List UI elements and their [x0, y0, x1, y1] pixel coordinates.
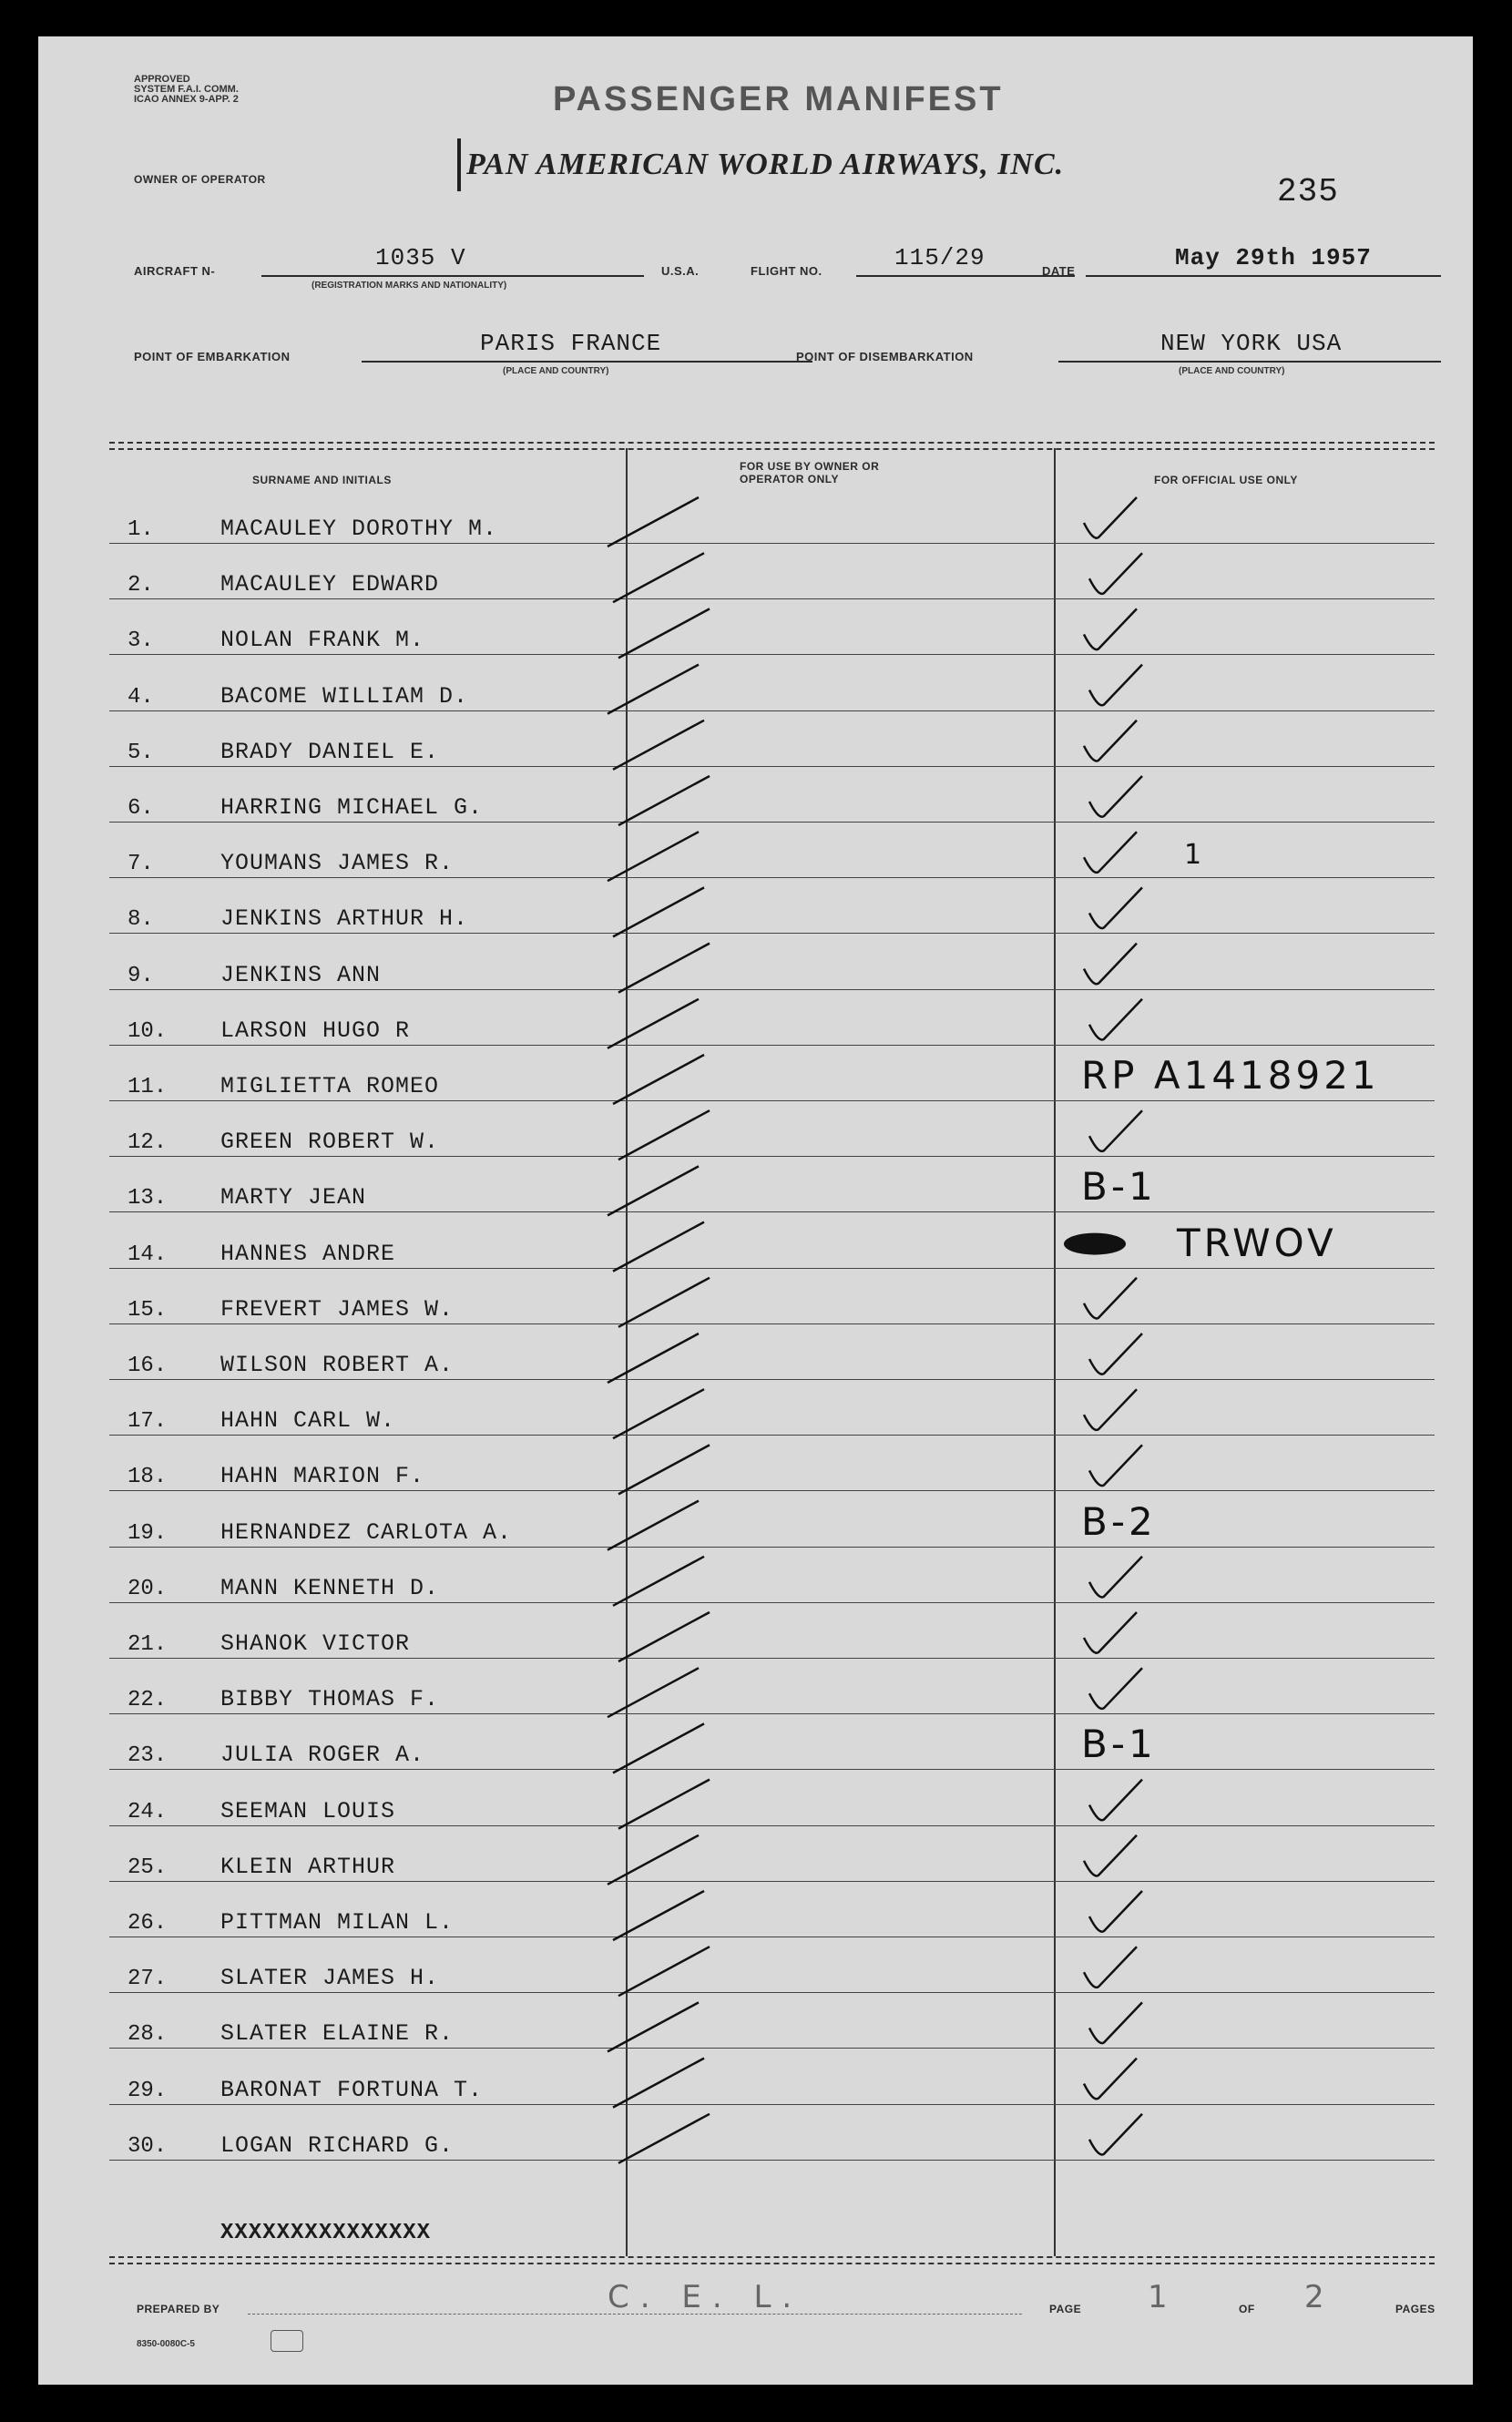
row-number: 16. — [128, 1354, 168, 1378]
owner-slash-mark — [613, 1389, 704, 1438]
row-number: 7. — [128, 852, 154, 877]
official-check-mark — [1089, 1445, 1142, 1486]
of-value: 2 — [1304, 2279, 1324, 2315]
official-check-mark — [1084, 1389, 1137, 1430]
row-number: 13. — [128, 1186, 168, 1211]
row-number: 23. — [128, 1743, 168, 1769]
row-number: 24. — [128, 1799, 168, 1824]
owner-slash-mark — [613, 553, 704, 602]
passenger-name: NOLAN FRANK M. — [220, 627, 425, 654]
official-check-mark — [1084, 1835, 1137, 1876]
row-number: 17. — [128, 1409, 168, 1435]
aircraft-value: 1035 V — [375, 244, 466, 271]
owner-slash-mark — [613, 720, 704, 770]
passenger-name: MACAULEY EDWARD — [220, 571, 440, 598]
page-number: 235 — [1277, 173, 1339, 210]
row-number: 21. — [128, 1632, 168, 1657]
passenger-name: HAHN MARION F. — [220, 1463, 425, 1490]
owner-slash-mark — [613, 1055, 704, 1104]
official-annotation: RP A1418921 — [1081, 1053, 1380, 1098]
official-check-mark — [1089, 1668, 1142, 1709]
passenger-name: BRADY DANIEL E. — [220, 738, 440, 765]
passenger-name: MIGLIETTA ROMEO — [220, 1073, 440, 1099]
pages-label: PAGES — [1395, 2303, 1435, 2315]
row-number: 1. — [128, 517, 154, 542]
owner-slash-mark — [608, 1835, 699, 1885]
owner-slash-mark — [613, 2059, 704, 2108]
row-number: 18. — [128, 1465, 168, 1490]
passenger-name: WILSON ROBERT A. — [220, 1352, 455, 1378]
passenger-name: LOGAN RICHARD G. — [220, 2131, 455, 2159]
official-check-mark — [1089, 1780, 1142, 1821]
passenger-name: BACOME WILLIAM D. — [220, 682, 469, 710]
row-number: 27. — [128, 1967, 168, 1992]
row-number: 9. — [128, 963, 154, 988]
usa-label: U.S.A. — [661, 264, 700, 278]
official-note-extra: 1 — [1184, 839, 1202, 872]
aircraft-label: AIRCRAFT N- — [134, 264, 216, 278]
passenger-name: SLATER ELAINE R. — [220, 2020, 455, 2048]
owner-slash-mark — [613, 1222, 704, 1272]
official-check-mark — [1084, 944, 1137, 985]
official-check-mark — [1084, 608, 1137, 649]
passenger-name: JULIA ROGER A. — [220, 1742, 425, 1769]
passenger-name: HARRING MICHAEL G. — [220, 794, 484, 821]
embark-label: POINT OF EMBARKATION — [134, 350, 291, 363]
official-check-mark — [1089, 776, 1142, 817]
approval-line-3: ICAO ANNEX 9-APP. 2 — [134, 94, 239, 105]
approval-line-1: APPROVED — [134, 74, 190, 85]
official-check-mark — [1084, 1947, 1137, 1988]
owner-slash-mark — [618, 608, 710, 658]
official-annotation: B-2 — [1081, 1498, 1157, 1544]
passenger-name: HANNES ANDRE — [220, 1240, 396, 1267]
row-number: 8. — [128, 907, 154, 933]
owner-slash-mark — [618, 1612, 710, 1661]
owner-slash-mark — [613, 1891, 704, 1940]
owner-slash-mark — [608, 1501, 699, 1550]
passenger-name: YOUMANS JAMES R. — [220, 850, 455, 877]
passenger-name: HAHN CARL W. — [220, 1407, 396, 1435]
passenger-name: SLATER JAMES H. — [220, 1965, 440, 1992]
official-check-mark — [1089, 1334, 1142, 1375]
col-header-owner: FOR USE BY OWNER OR OPERATOR ONLY — [740, 460, 880, 485]
owner-slash-mark — [608, 1668, 699, 1717]
official-check-mark — [1089, 1557, 1142, 1598]
official-check-mark — [1084, 1278, 1137, 1319]
ink-blot — [1064, 1233, 1126, 1255]
embark-sub: (PLACE AND COUNTRY) — [503, 366, 609, 376]
passenger-name: JENKINS ARTHUR H. — [220, 905, 469, 933]
row-number: 2. — [128, 573, 154, 598]
passenger-name: JENKINS ANN — [220, 961, 382, 988]
row-number: 22. — [128, 1688, 168, 1713]
row-number: 4. — [128, 684, 154, 710]
passenger-name: LARSON HUGO R — [220, 1017, 411, 1044]
passenger-name: BARONAT FORTUNA T. — [220, 2076, 484, 2103]
official-check-mark — [1084, 720, 1137, 761]
aircraft-sub: (REGISTRATION MARKS AND NATIONALITY) — [312, 281, 507, 291]
page-value: 1 — [1148, 2279, 1168, 2315]
passenger-name: BIBBY THOMAS F. — [220, 1686, 440, 1713]
row-number: 11. — [128, 1075, 168, 1099]
owner-slash-mark — [608, 1334, 699, 1383]
owner-slash-mark — [618, 2114, 710, 2163]
disembark-value: NEW YORK USA — [1160, 330, 1343, 357]
row-number: 20. — [128, 1576, 168, 1601]
row-number: 19. — [128, 1520, 168, 1546]
official-annotation: B-1 — [1081, 1164, 1157, 1210]
form-title: PASSENGER MANIFEST — [553, 80, 1004, 118]
owner-slash-mark — [613, 887, 704, 936]
owner-slash-mark — [618, 1780, 710, 1829]
official-check-mark — [1089, 1110, 1142, 1151]
of-label: OF — [1239, 2303, 1255, 2315]
row-number: 26. — [128, 1911, 168, 1936]
passenger-name: KLEIN ARTHUR — [220, 1853, 396, 1880]
row-number: 14. — [128, 1242, 168, 1267]
owner-slash-mark — [618, 1110, 710, 1160]
official-check-mark — [1084, 1612, 1137, 1653]
flight-value: 115/29 — [894, 244, 986, 271]
owner-slash-mark — [608, 2002, 699, 2051]
owner-slash-mark — [618, 944, 710, 993]
approval-line-2: SYSTEM F.A.I. COMM. — [134, 84, 239, 95]
official-check-mark — [1089, 2114, 1142, 2155]
row-number: 3. — [128, 628, 154, 654]
official-check-mark — [1089, 887, 1142, 928]
passenger-name: SHANOK VICTOR — [220, 1630, 411, 1657]
official-check-mark — [1089, 2002, 1142, 2043]
row-number: 28. — [128, 2022, 168, 2048]
disembark-sub: (PLACE AND COUNTRY) — [1179, 366, 1285, 376]
row-number: 15. — [128, 1297, 168, 1323]
passenger-name: MANN KENNETH D. — [220, 1574, 440, 1601]
official-check-mark — [1089, 1891, 1142, 1932]
embark-value: PARIS FRANCE — [480, 330, 662, 357]
official-annotation: TRWOV — [1177, 1220, 1337, 1265]
col-header-name: SURNAME AND INITIALS — [252, 474, 392, 486]
official-check-mark — [1084, 832, 1137, 873]
passenger-name: MARTY JEAN — [220, 1184, 367, 1211]
passenger-name: MACAULEY DOROTHY M. — [220, 516, 498, 542]
owner-slash-mark — [613, 1557, 704, 1606]
row-number: 6. — [128, 796, 154, 821]
date-label: DATE — [1042, 264, 1076, 278]
owner-slash-mark — [608, 665, 699, 714]
owner-slash-mark — [618, 776, 710, 825]
owner-slash-mark — [618, 1445, 710, 1494]
struck-entry: XXXXXXXXXXXXXXX — [220, 2221, 432, 2245]
row-number: 30. — [128, 2133, 168, 2159]
owner-slash-mark — [618, 1278, 710, 1327]
official-check-mark — [1089, 665, 1142, 706]
owner-slash-mark — [618, 1947, 710, 1996]
owner-slash-mark — [613, 1723, 704, 1773]
row-number: 5. — [128, 740, 154, 765]
manifest-page — [38, 36, 1473, 2385]
handwritten-check-marks — [38, 36, 1473, 2385]
col-header-official: FOR OFFICIAL USE ONLY — [1154, 474, 1298, 486]
prepared-label: PREPARED BY — [137, 2303, 220, 2315]
owner-slash-mark — [608, 497, 699, 547]
passenger-name: SEEMAN LOUIS — [220, 1797, 396, 1824]
owner-slash-mark — [608, 1166, 699, 1215]
owner-slash-mark — [608, 832, 699, 881]
form-code: 8350-0080C-5 — [137, 2339, 195, 2349]
row-number: 25. — [128, 1855, 168, 1880]
official-check-mark — [1089, 999, 1142, 1040]
date-value: May 29th 1957 — [1175, 244, 1372, 271]
prepared-by-signature: C. E. L. — [608, 2279, 803, 2315]
passenger-name: PITTMAN MILAN L. — [220, 1909, 455, 1936]
official-check-mark — [1084, 497, 1137, 538]
official-annotation: B-1 — [1081, 1722, 1157, 1767]
passenger-name: HERNANDEZ CARLOTA A. — [220, 1518, 513, 1546]
airline-name: PAN AMERICAN WORLD AIRWAYS, INC. — [466, 148, 1065, 181]
owner-label: OWNER OF OPERATOR — [134, 173, 266, 186]
row-number: 29. — [128, 2078, 168, 2103]
disembark-label: POINT OF DISEMBARKATION — [796, 350, 974, 363]
page-label: PAGE — [1049, 2303, 1082, 2315]
flight-label: FLIGHT NO. — [751, 264, 822, 278]
official-check-mark — [1089, 553, 1142, 594]
owner-slash-mark — [608, 999, 699, 1048]
official-check-mark — [1084, 2059, 1137, 2100]
row-number: 10. — [128, 1018, 168, 1044]
row-number: 12. — [128, 1130, 168, 1156]
passenger-name: GREEN ROBERT W. — [220, 1129, 440, 1156]
passenger-name: FREVERT JAMES W. — [220, 1295, 455, 1323]
